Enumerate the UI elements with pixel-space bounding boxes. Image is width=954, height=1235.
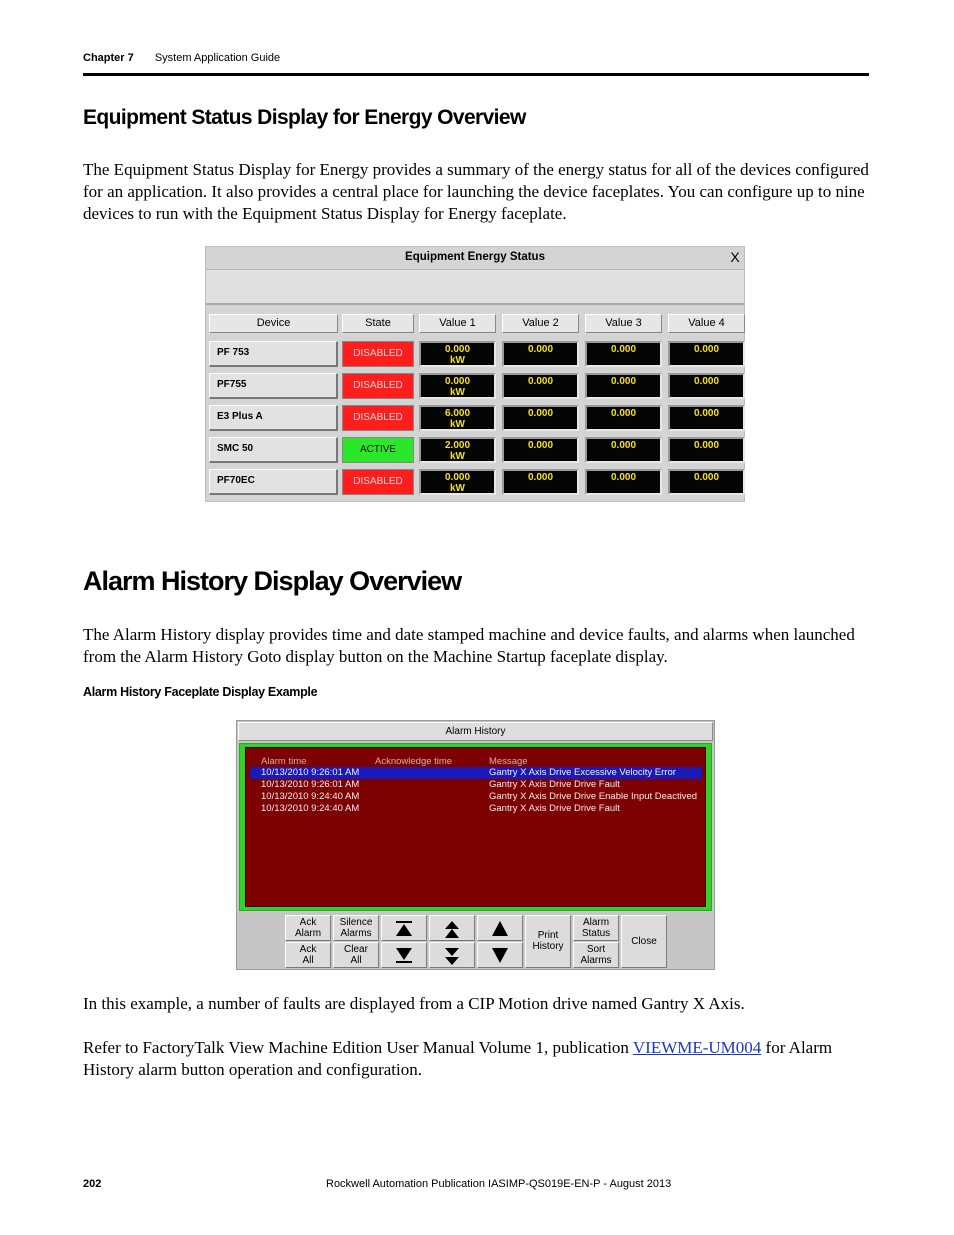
state-indicator: DISABLED [342,373,414,399]
alarm-time: 10/13/2010 9:26:01 AM [261,779,360,790]
value-4-display: 0.000 [668,373,745,399]
section-heading-energy: Equipment Status Display for Energy Overview [83,106,526,129]
header-acknowledge-time: Acknowledge time [375,756,453,767]
alarm-list-frame [239,743,712,911]
move-down-button[interactable] [477,942,523,968]
value-unit: kW [450,387,465,398]
value-1-display [419,437,496,463]
top-arrow-icon [395,921,413,937]
value-2-display: 0.000 [502,373,579,399]
button-label-line: All [302,955,314,966]
alarm-message: Gantry X Axis Drive Excessive Velocity Error [489,767,676,778]
value-unit: kW [450,483,465,494]
column-header-value-3: Value 3 [585,314,662,333]
value-number: 0.000 [444,376,471,387]
silence-alarms-button[interactable] [333,915,379,941]
column-header-value-4: Value 4 [668,314,745,333]
button-label-line: Ack [299,944,317,955]
viewme-um004-link[interactable]: VIEWME-UM004 [632,1038,762,1057]
state-indicator: ACTIVE [342,437,414,463]
panel-title: Alarm History [238,722,713,741]
button-label-line: Clear [344,944,368,955]
device-button-e3-plus-a[interactable]: E3 Plus A [209,405,338,431]
button-label-line: History [532,941,564,952]
energy-intro-paragraph: The Equipment Status Display for Energy provides a summary of the energy status for all of the devices configured for an application. It also provides a central place for launching the device faceplates. You can configure up to nine devices to run with the Equipment Status Display for Energy faceplate. [83,160,869,223]
clear-all-button[interactable] [333,942,379,968]
value-2-display: 0.000 [502,341,579,367]
alarm-intro-paragraph: The Alarm History display provides time and date stamped machine and device faults, and alarms when launched from the Alarm History Goto display button on the Machine Startup faceplate display. [83,625,855,666]
value-unit: kW [450,355,465,366]
value-1-display [419,405,496,431]
header-rule [83,73,869,76]
alarm-message: Gantry X Axis Drive Drive Fault [489,779,620,790]
alarm-message: Gantry X Axis Drive Drive Enable Input Deactived [489,791,698,802]
device-button-smc50[interactable]: SMC 50 [209,437,338,463]
value-4-display: 0.000 [668,405,745,431]
value-3-display: 0.000 [585,469,662,495]
column-header-state: State [342,314,414,333]
alarm-row[interactable] [250,803,702,815]
panel-band [206,269,744,305]
value-number: 6.000 [444,408,471,419]
move-up-button[interactable] [477,915,523,941]
running-header [83,52,280,64]
reference-text: for Alarm History alarm button operation and configuration. [83,1038,833,1079]
page-number: 202 [83,1178,102,1190]
bottom-arrow-icon [395,948,413,964]
alarm-row[interactable] [250,791,702,803]
guide-title: System Application Guide [154,52,281,64]
button-label-line: Alarms [580,955,612,966]
column-header-device: Device [209,314,338,333]
alarm-time: 10/13/2010 9:24:40 AM [261,791,360,802]
value-4-display: 0.000 [668,341,745,367]
ack-all-button[interactable] [285,942,331,968]
value-1-display [419,341,496,367]
print-history-button[interactable] [525,915,571,968]
value-2-display: 0.000 [502,405,579,431]
button-label-line: Sort [586,944,606,955]
value-3-display: 0.000 [585,405,662,431]
ack-alarm-button[interactable] [285,915,331,941]
alarm-time: 10/13/2010 9:26:01 AM [261,767,360,778]
alarm-time: 10/13/2010 9:24:40 AM [261,803,360,814]
value-number: 2.000 [444,440,471,451]
value-4-display: 0.000 [668,469,745,495]
column-header-value-2: Value 2 [502,314,579,333]
figure-caption: Alarm History Faceplate Display Example [83,685,318,699]
value-2-display: 0.000 [502,469,579,495]
button-label-line: All [350,955,362,966]
alarm-row[interactable] [250,779,702,791]
column-header-value-1: Value 1 [419,314,496,333]
state-indicator: DISABLED [342,405,414,431]
reference-paragraph [83,1037,873,1081]
up-arrow-icon [491,921,509,937]
example-paragraph: In this example, a number of faults are displayed from a CIP Motion drive named Gantry X Axis. [83,994,745,1013]
double-down-arrow-icon [443,948,461,966]
double-up-arrow-icon [443,921,461,939]
button-label-line: Alarms [340,928,372,939]
value-number: 0.000 [444,472,471,483]
button-label-line: Print [537,930,559,941]
move-bottom-button[interactable] [381,942,427,968]
value-number: 0.000 [444,344,471,355]
move-top-button[interactable] [381,915,427,941]
alarm-history-panel [236,720,715,970]
value-2-display: 0.000 [502,437,579,463]
state-indicator: DISABLED [342,469,414,495]
button-label-line: Alarm [582,917,610,928]
button-label-line: Ack [299,917,317,928]
value-1-display [419,373,496,399]
alarm-list[interactable] [245,747,706,907]
close-button[interactable]: X [730,249,740,265]
page-down-button[interactable] [429,942,475,968]
device-button-pf755[interactable]: PF755 [209,373,338,399]
header-message: Message [489,756,528,767]
equipment-energy-status-panel [205,246,745,502]
value-3-display: 0.000 [585,437,662,463]
down-arrow-icon [491,948,509,964]
alarm-status-button[interactable] [573,915,619,941]
panel-title: Equipment Energy Status [405,251,545,263]
device-button-pf70ec[interactable]: PF70EC [209,469,338,495]
value-1-display [419,469,496,495]
reference-text: Refer to FactoryTalk View Machine Edition User Manual Volume 1, publication [83,1038,633,1057]
button-label-line: Alarm [294,928,322,939]
header-alarm-time: Alarm time [261,756,307,767]
value-unit: kW [450,419,465,430]
page-up-button[interactable] [429,915,475,941]
button-label-line: Silence [339,917,373,928]
alarm-message: Gantry X Axis Drive Drive Fault [489,803,620,814]
chapter-label: Chapter 7 [83,52,134,64]
publication-footer: Rockwell Automation Publication IASIMP-QS019E-EN-P - August 2013 [326,1178,672,1190]
value-unit: kW [450,451,465,462]
state-indicator: DISABLED [342,341,414,367]
device-button-pf753[interactable]: PF 753 [209,341,338,367]
value-4-display: 0.000 [668,437,745,463]
sort-alarms-button[interactable] [573,942,619,968]
button-label-line: Status [581,928,611,939]
section-heading-alarm-history: Alarm History Display Overview [83,566,462,596]
alarm-row-selected[interactable] [250,767,702,779]
value-3-display: 0.000 [585,373,662,399]
close-button[interactable]: Close [621,915,667,968]
value-3-display: 0.000 [585,341,662,367]
